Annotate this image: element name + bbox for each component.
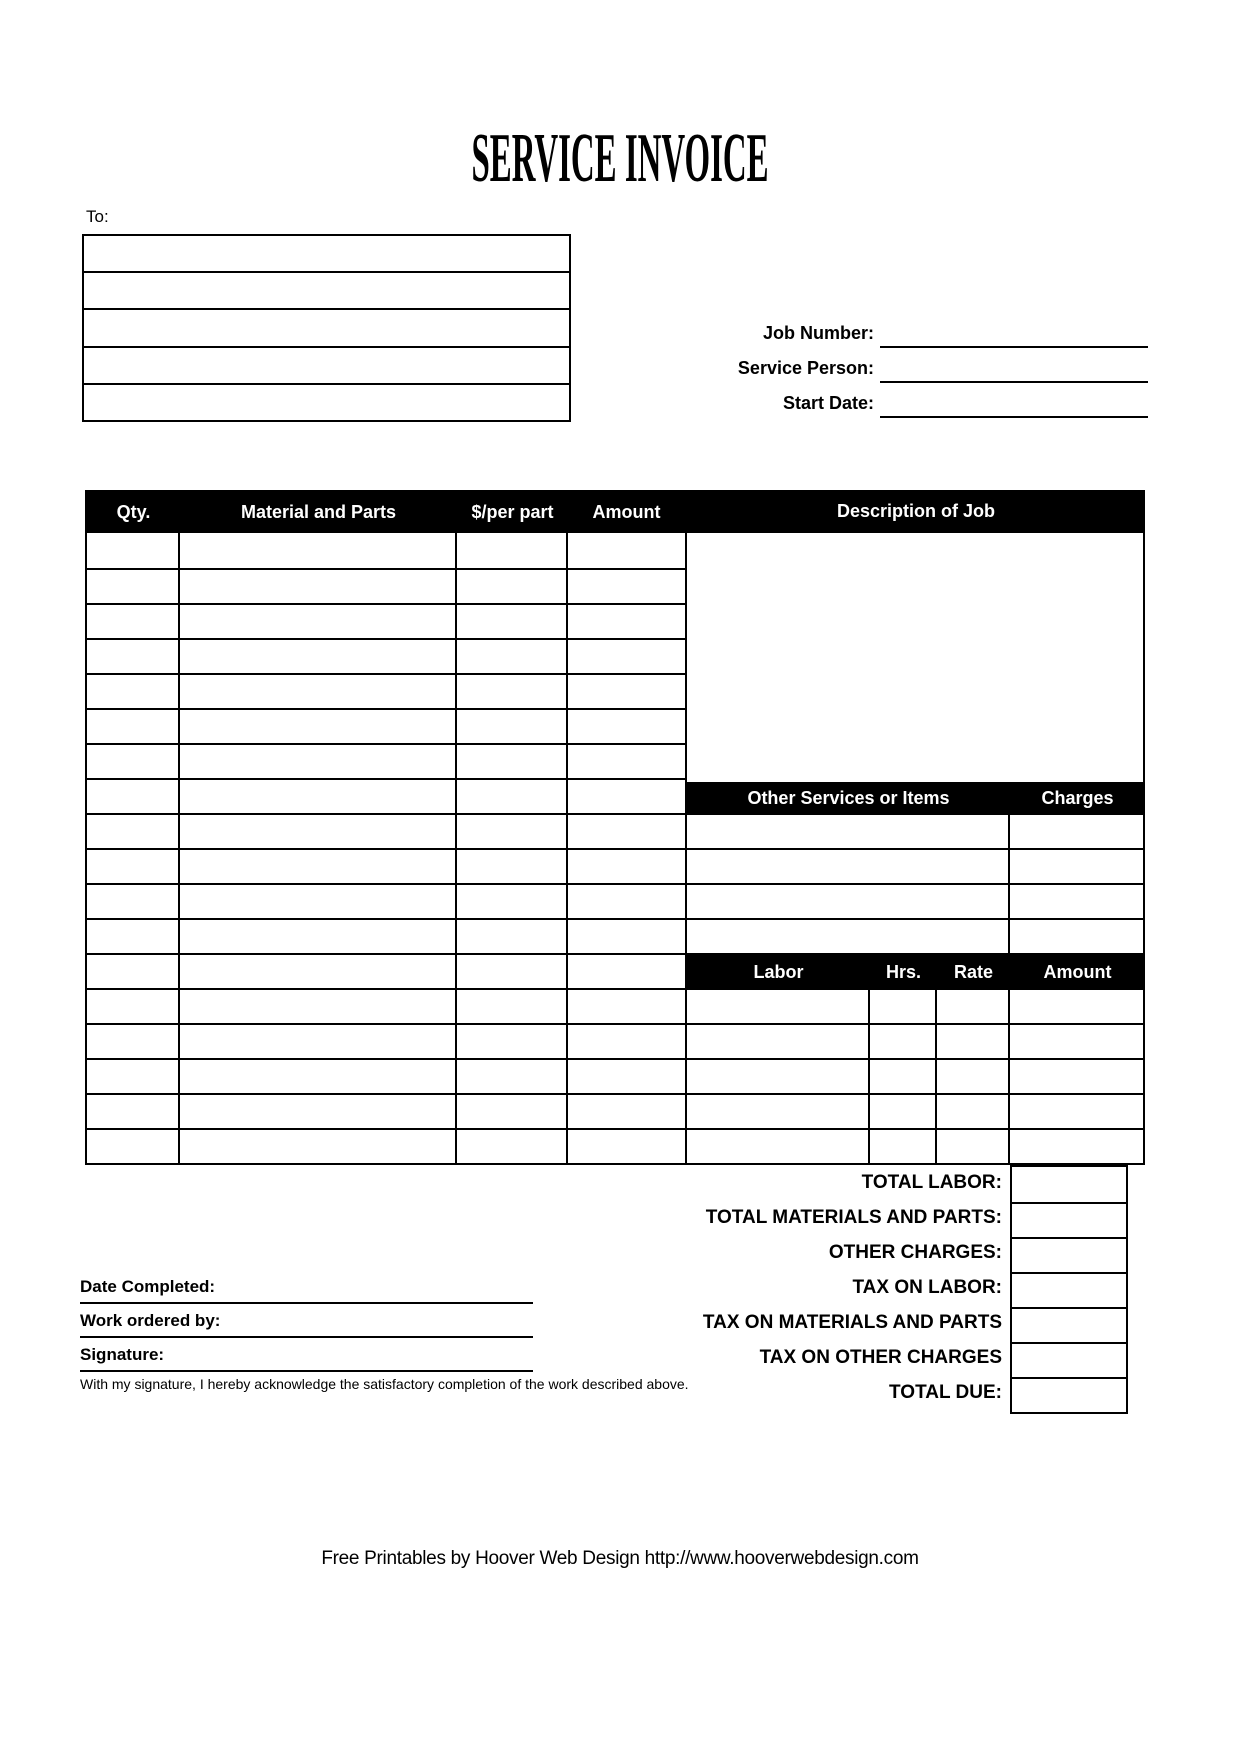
labor-cell xyxy=(870,1060,937,1095)
materials-cell xyxy=(457,603,568,638)
signoff-row xyxy=(80,1304,533,1338)
materials-cell xyxy=(568,1128,685,1163)
labor-cell xyxy=(687,1130,870,1165)
materials-header-cell: Qty. xyxy=(116,502,151,522)
other-services-label: Other Services or Items xyxy=(747,788,950,808)
materials-cell xyxy=(87,1093,180,1128)
materials-cell xyxy=(180,988,457,1023)
materials-cell xyxy=(568,568,685,603)
materials-cell xyxy=(457,778,568,813)
charges-label: Charges xyxy=(1041,788,1114,808)
labor-cell xyxy=(1010,1060,1143,1095)
signoff-label: Work ordered by: xyxy=(80,1311,221,1330)
recipient-address-line xyxy=(84,348,569,385)
signoff-label: Signature: xyxy=(80,1345,165,1364)
materials-table-header xyxy=(87,492,685,533)
job-info-label: Service Person: xyxy=(737,358,874,378)
totals-label: TOTAL MATERIALS AND PARTS: xyxy=(705,1207,1002,1228)
labor-header-cell: Rate xyxy=(953,962,993,982)
totals-amount-box xyxy=(1012,1237,1126,1272)
totals-label: OTHER CHARGES: xyxy=(828,1242,1002,1263)
totals-label: TOTAL LABOR: xyxy=(861,1172,1002,1193)
page-title: SERVICE INVOICE xyxy=(471,120,769,197)
other-service-item-cell xyxy=(687,885,1010,920)
materials-table xyxy=(85,490,687,1165)
materials-cell xyxy=(457,673,568,708)
materials-cell xyxy=(568,848,685,883)
materials-cell xyxy=(568,953,685,988)
materials-cell xyxy=(87,603,180,638)
materials-cell xyxy=(180,918,457,953)
labor-cell xyxy=(870,1130,937,1165)
totals-amount-box xyxy=(1012,1272,1126,1307)
materials-cell xyxy=(457,1023,568,1058)
other-service-charge-cell xyxy=(1010,850,1143,885)
materials-cell xyxy=(180,1023,457,1058)
materials-cell xyxy=(180,1093,457,1128)
materials-table-rows xyxy=(87,533,685,1163)
totals-boxes xyxy=(1010,1165,1128,1414)
materials-cell xyxy=(568,813,685,848)
signature-disclaimer: With my signature, I hereby acknowledge the satisfactory completion of the work described above. xyxy=(80,1376,689,1392)
materials-cell xyxy=(87,743,180,778)
materials-cell xyxy=(180,953,457,988)
materials-cell xyxy=(568,918,685,953)
totals-label: TAX ON MATERIALS AND PARTS xyxy=(702,1312,1002,1333)
labor-table-header xyxy=(687,955,1145,990)
labor-cell xyxy=(1010,990,1143,1025)
recipient-address-box xyxy=(82,234,571,422)
materials-cell xyxy=(568,883,685,918)
job-info-row xyxy=(620,348,1148,383)
materials-cell xyxy=(180,743,457,778)
materials-cell xyxy=(180,708,457,743)
materials-cell xyxy=(457,1093,568,1128)
materials-cell xyxy=(87,883,180,918)
materials-cell xyxy=(180,778,457,813)
labor-cell xyxy=(687,1060,870,1095)
materials-cell xyxy=(180,1058,457,1093)
totals-label: TOTAL DUE: xyxy=(889,1382,1002,1403)
other-service-item-cell xyxy=(687,815,1010,850)
materials-cell xyxy=(87,1058,180,1093)
recipient-address-line xyxy=(84,236,569,273)
materials-cell xyxy=(568,1023,685,1058)
labor-header-cell: Amount xyxy=(1043,962,1112,982)
signoff-row xyxy=(80,1270,533,1304)
labor-cell xyxy=(937,990,1010,1025)
totals-amount-box xyxy=(1012,1307,1126,1342)
job-info-label: Start Date: xyxy=(782,393,874,413)
job-info-row xyxy=(620,313,1148,348)
job-info-fill-line xyxy=(880,351,1148,383)
job-info-label: Job Number: xyxy=(762,323,874,343)
materials-cell xyxy=(87,673,180,708)
materials-cell xyxy=(180,883,457,918)
other-service-item-cell xyxy=(687,850,1010,885)
job-info-row xyxy=(620,383,1148,418)
totals-amount-box xyxy=(1012,1202,1126,1237)
labor-cell xyxy=(1010,1025,1143,1060)
materials-cell xyxy=(568,673,685,708)
materials-cell xyxy=(180,568,457,603)
totals-label: TAX ON OTHER CHARGES xyxy=(759,1347,1002,1368)
materials-cell xyxy=(180,848,457,883)
materials-cell xyxy=(568,708,685,743)
materials-cell xyxy=(568,533,685,568)
other-services-rows xyxy=(687,815,1145,955)
materials-cell xyxy=(457,568,568,603)
materials-cell xyxy=(568,778,685,813)
materials-cell xyxy=(457,988,568,1023)
labor-cell xyxy=(870,1095,937,1130)
materials-header-cell: Amount xyxy=(592,502,661,522)
materials-cell xyxy=(87,708,180,743)
job-info-section xyxy=(620,313,1148,418)
materials-cell xyxy=(180,603,457,638)
labor-cell xyxy=(937,1025,1010,1060)
materials-header-cell: Material and Parts xyxy=(240,502,397,522)
materials-cell xyxy=(87,953,180,988)
materials-cell xyxy=(87,918,180,953)
recipient-label: To: xyxy=(86,207,109,226)
labor-header-cell: Labor xyxy=(753,962,804,982)
labor-cell xyxy=(870,990,937,1025)
labor-cell xyxy=(937,1060,1010,1095)
other-service-charge-cell xyxy=(1010,920,1143,955)
materials-cell xyxy=(180,638,457,673)
materials-cell xyxy=(87,1128,180,1163)
labor-cell xyxy=(870,1025,937,1060)
materials-cell xyxy=(457,638,568,673)
materials-cell xyxy=(568,743,685,778)
signoff-section xyxy=(80,1270,533,1372)
recipient-address-line xyxy=(84,273,569,310)
materials-cell xyxy=(87,533,180,568)
other-services-header xyxy=(687,782,1145,815)
labor-cell xyxy=(937,1130,1010,1165)
job-info-fill-line xyxy=(880,316,1148,348)
materials-cell xyxy=(457,708,568,743)
materials-cell xyxy=(87,848,180,883)
labor-cell xyxy=(687,990,870,1025)
materials-cell xyxy=(568,1058,685,1093)
materials-cell xyxy=(568,1093,685,1128)
labor-cell xyxy=(1010,1095,1143,1130)
materials-cell xyxy=(87,813,180,848)
totals-amount-box xyxy=(1012,1377,1126,1412)
materials-cell xyxy=(87,778,180,813)
totals-amount-box xyxy=(1012,1342,1126,1377)
materials-cell xyxy=(457,918,568,953)
description-of-job-label: Description of Job xyxy=(836,501,995,521)
labor-cell xyxy=(937,1095,1010,1130)
description-of-job-box xyxy=(687,533,1145,782)
signoff-row xyxy=(80,1338,533,1372)
materials-cell xyxy=(457,533,568,568)
materials-cell xyxy=(457,883,568,918)
materials-cell xyxy=(87,638,180,673)
materials-cell xyxy=(568,988,685,1023)
job-info-fill-line xyxy=(880,386,1148,418)
labor-cell xyxy=(687,1025,870,1060)
materials-cell xyxy=(457,743,568,778)
materials-cell xyxy=(87,568,180,603)
labor-header-cell: Hrs. xyxy=(885,962,921,982)
materials-cell xyxy=(568,603,685,638)
totals-label: TAX ON LABOR: xyxy=(852,1277,1002,1298)
labor-cell xyxy=(1010,1130,1143,1165)
labor-cell xyxy=(687,1095,870,1130)
materials-header-cell: $/per part xyxy=(471,502,554,522)
materials-cell xyxy=(180,673,457,708)
materials-cell xyxy=(457,848,568,883)
other-service-charge-cell xyxy=(1010,815,1143,850)
materials-cell xyxy=(180,1128,457,1163)
materials-cell xyxy=(87,988,180,1023)
materials-cell xyxy=(457,1128,568,1163)
materials-cell xyxy=(180,813,457,848)
materials-cell xyxy=(180,533,457,568)
footer-credit: Free Printables by Hoover Web Design http://www.hooverwebdesign.com xyxy=(321,1548,919,1569)
materials-cell xyxy=(457,953,568,988)
materials-cell xyxy=(457,813,568,848)
recipient-address-line xyxy=(84,385,569,420)
other-service-item-cell xyxy=(687,920,1010,955)
totals-amount-box xyxy=(1012,1167,1126,1202)
materials-cell xyxy=(457,1058,568,1093)
signoff-label: Date Completed: xyxy=(80,1277,216,1296)
title-wrap xyxy=(0,120,1240,197)
other-service-charge-cell xyxy=(1010,885,1143,920)
materials-cell xyxy=(568,638,685,673)
labor-table-rows xyxy=(687,990,1145,1165)
materials-cell xyxy=(87,1023,180,1058)
description-of-job-header xyxy=(687,490,1145,533)
recipient-address-line xyxy=(84,310,569,347)
